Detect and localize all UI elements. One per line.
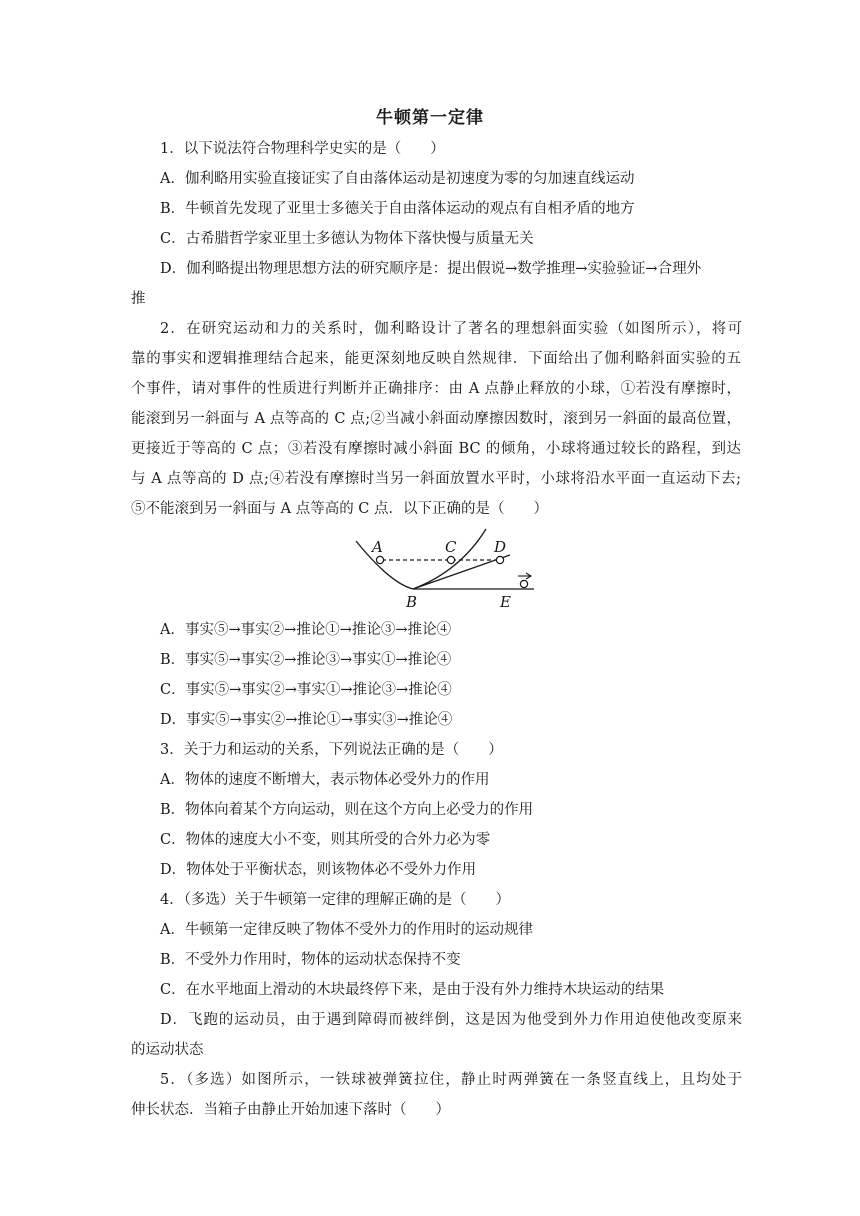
label-b: B	[406, 593, 418, 611]
q3-option-b: B．物体向着某个方向运动，则在这个方向上必受力的作用	[160, 802, 534, 818]
q4-option-c: C．在水平地面上滑动的木块最终停下来，是由于没有外力维持木块运动的结果	[160, 982, 665, 998]
q2-option-d: D．事实⑤→事实②→推论①→事实③→推论④	[160, 712, 453, 728]
label-d: D	[494, 538, 507, 556]
ball-at-d	[496, 556, 503, 563]
q3-stem: 3．关于力和运动的关系，下列说法正确的是（ ）	[160, 742, 503, 758]
ball-on-plane	[520, 580, 527, 587]
q1-option-d-line1: D．伽利略提出物理思想方法的研究顺序是：提出假说→数学推理→实验验证→合理外	[160, 261, 702, 277]
q4-option-d-line2: 的运动状态	[131, 1042, 204, 1058]
q2-stem-line7: ⑤不能滚到另一斜面与 A 点等高的 C 点．以下正确的是（ ）	[131, 501, 549, 517]
q2-option-a: A．事实⑤→事实②→推论①→推论③→推论④	[160, 622, 452, 638]
page-title: 牛顿第一定律	[376, 108, 484, 128]
label-e: E	[500, 593, 511, 611]
q1-option-d-line2: 推	[131, 291, 146, 307]
q4-option-a: A．牛顿第一定律反映了物体不受外力的作用时的运动规律	[160, 922, 533, 938]
q2-option-b: B．事实⑤→事实②→推论③→事实①→推论④	[160, 652, 452, 668]
q2-stem-line3: 个事件，请对事件的性质进行判断并正确排序：由 A 点静止释放的小球，①若没有摩擦时，	[131, 381, 741, 397]
q2-stem-line6: 与 A 点等高的 D 点;④若没有摩擦时当另一斜面放置水平时，小球将沿水平面一直运动下去;	[131, 471, 741, 487]
label-a: A	[372, 538, 383, 556]
q4-option-d-line1: D．飞跑的运动员，由于遇到障碍而被绊倒，这是因为他受到外力作用迫使他改变原来	[160, 1012, 742, 1028]
q2-stem-line2: 靠的事实和逻辑推理结合起来，能更深刻地反映自然规律．下面给出了伽利略斜面实验的五	[131, 351, 741, 367]
incline-experiment-diagram	[350, 521, 540, 611]
q5-stem-line2: 伸长状态．当箱子由静止开始加速下落时（ ）	[131, 1102, 450, 1118]
ball-at-a	[376, 556, 383, 563]
q1-option-c: C．古希腊哲学家亚里士多德认为物体下落快慢与质量无关	[160, 231, 534, 247]
ball-at-c	[447, 556, 454, 563]
left-incline-curve	[356, 541, 413, 589]
label-c: C	[445, 538, 457, 556]
q2-stem-line5: 更接近于等高的 C 点；③若没有摩擦时减小斜面 BC 的倾角，小球将通过较长的路程，到达	[131, 441, 741, 457]
q2-stem-line4: 能滚到另一斜面与 A 点等高的 C 点;②当减小斜面动摩擦因数时，滚到另一斜面的最高位置，	[131, 411, 741, 427]
q4-option-b: B．不受外力作用时，物体的运动状态保持不变	[160, 952, 461, 968]
q2-stem-line1: 2．在研究运动和力的关系时，伽利略设计了著名的理想斜面实验（如图所示），将可	[160, 321, 742, 337]
q1-option-a: A．伽利略用实验直接证实了自由落体运动是初速度为零的匀加速直线运动	[160, 171, 635, 187]
q1-stem: 1．以下说法符合物理科学史实的是（ ）	[160, 141, 445, 157]
q3-option-d: D．物体处于平衡状态，则该物体必不受外力作用	[160, 862, 477, 878]
q2-option-c: C．事实⑤→事实②→事实①→推论③→推论④	[160, 682, 452, 698]
q5-stem-line1: 5．（多选）如图所示，一铁球被弹簧拉住，静止时两弹簧在一条竖直线上，且均处于	[160, 1072, 742, 1088]
q3-option-a: A．物体的速度不断增大，表示物体必受外力的作用	[160, 772, 490, 788]
q1-option-b: B．牛顿首先发现了亚里士多德关于自由落体运动的观点有自相矛盾的地方	[160, 201, 635, 217]
q4-stem: 4．（多选）关于牛顿第一定律的理解正确的是（ ）	[160, 892, 510, 908]
q3-option-c: C．物体的速度大小不变，则其所受的合外力必为零	[160, 832, 491, 848]
